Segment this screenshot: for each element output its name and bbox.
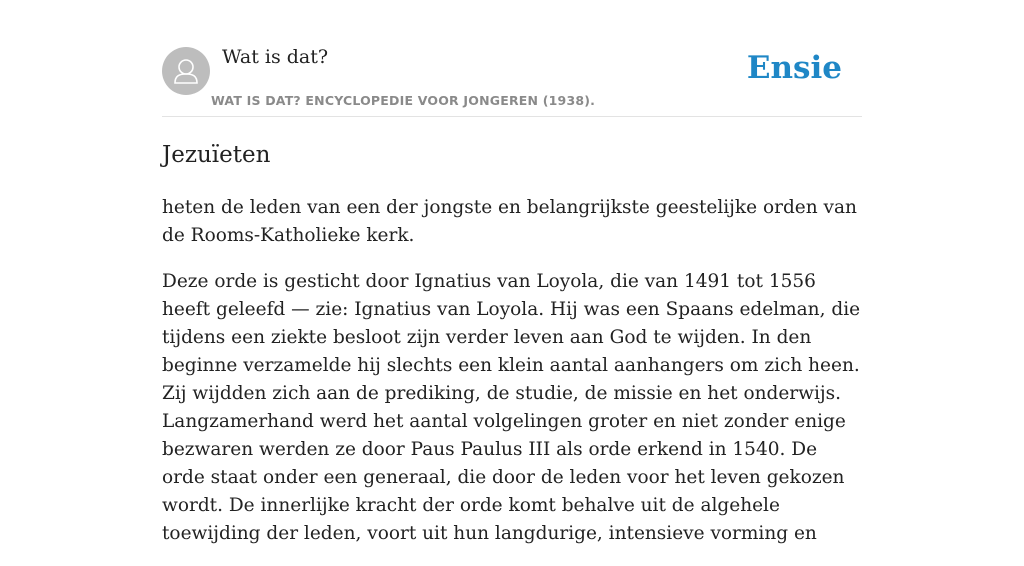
source-title[interactable]: Wat is dat? [222,46,329,68]
article-paragraph: heten de leden van een der jongste en belangrijkste geestelijke orden van de Rooms-Katholieke kerk. [162,197,857,246]
user-avatar-icon[interactable] [162,47,210,95]
article-title: Jezuïeten [162,142,271,168]
source-subtitle: WAT IS DAT? ENCYCLOPEDIE VOOR JONGEREN (1938). [211,93,596,108]
article [162,138,864,566]
ensie-logo[interactable]: Ensie [746,50,842,86]
article-paragraph: Deze orde is gesticht door Ignatius van Loyola, die van 1491 tot 1556 heeft geleefd — zie: Ignatius van Loyola. Hij was een Spaans edelman, die tijdens een ziekte besloot zijn verder leven aan God te wijden. In den beginne verzamelde hij slechts een klein aantal aanhangers om zich heen. Zij wijdden zich aan de prediking, de studie, de missie en het onderwijs. Langzamerhand werd het aantal volgelingen groter en niet zonder enige bezwaren werden ze door Paus Paulus III als orde erkend in 1540. De orde staat onder een generaal, die door de leden voor het leven gekozen wordt. De innerlijke kracht der orde komt behalve uit de algehele toewijding der leden, voort uit hun langdurige, intensieve vorming en [162,271,861,544]
source-header [162,46,862,117]
